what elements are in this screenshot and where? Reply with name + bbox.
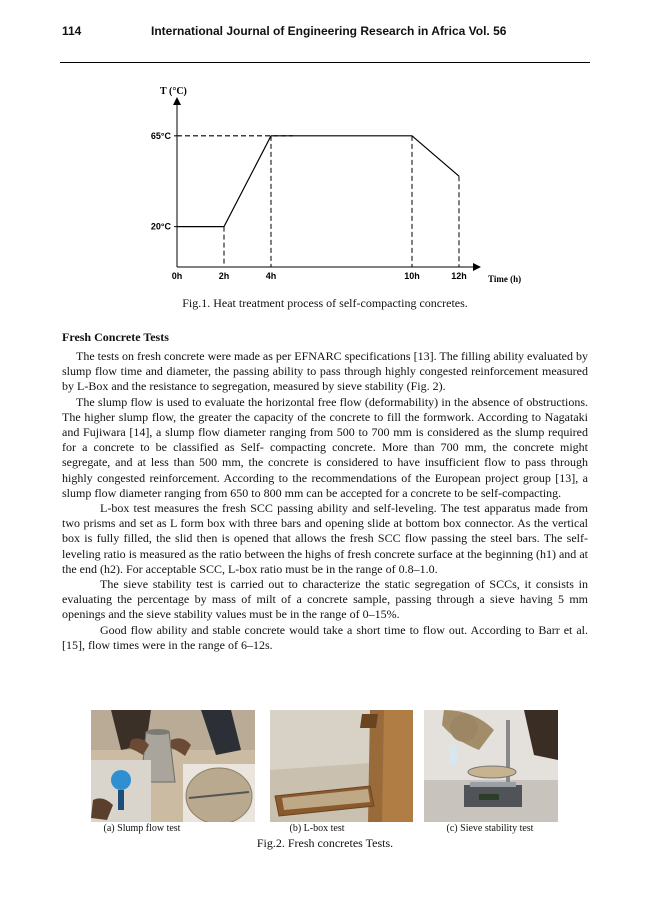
y-tick-label: 20°C [150,221,171,232]
page-number: 114 [62,24,82,38]
section-heading: Fresh Concrete Tests [62,330,169,344]
sieve-stability-photo [424,710,558,822]
heat-treatment-chart [130,78,550,290]
paragraph: The tests on fresh concrete were made as per EFNARC specifications [13]. The filling ability evaluated by slump flow time and diameter, the passing ability to pass through highly congested reinforcement measured by L-Box and the resistance to segregation, measured by sieve stability (Fig. 2). [62,349,588,394]
series-line [177,136,459,227]
y-axis-label: T (°C) [160,86,187,97]
subcaption-b: (b) L-box test [289,823,345,834]
x-tick-label: 0h [171,271,183,281]
l-box-photo [270,710,413,822]
header-rule [60,62,590,63]
subcaption-c: (c) Sieve stability test [446,823,534,834]
x-tick-label: 12h [451,271,467,281]
y-tick-label: 65°C [150,130,171,141]
body-text [62,349,588,653]
journal-title: International Journal of Engineering Research in Africa Vol. 56 [151,24,507,38]
paragraph: L-box test measures the fresh SCC passing ability and self-leveling. The test apparatus made from two prisms and set as L form box with three bars and opening slide at bottom box connector. As the vertical box is fully filled, the slid then is opened that allows the fresh SCC flow passing the steel bars. The self-leveling ratio is measured as the ratio between the highs of fresh concrete surface at the beginning (h1) and at the end (h2). For acceptable SCC, L-box ratio must be in the range of 0.8–1.0. [62,501,588,576]
paragraph: The sieve stability test is carried out to characterize the static segregation of SCCs, it consists in evaluating the percentage by mass of milt of a concrete sample, passing through a sieve having 5 mm openings and the sieve stability values must be in the range of 0–15%. [62,577,588,622]
paragraph: Good flow ability and stable concrete would take a short time to flow out. According to Barr et al. [15], flow times were in the range of 6–12s. [62,622,588,652]
x-tick-label: 4h [265,271,277,281]
paragraph: The slump flow is used to evaluate the horizontal free flow (deformability) in the absence of obstructions. The higher slump flow, the greater the capacity of the concrete to fill the formwork. According to Nagataki and Fujiwara [14], a slump flow diameter ranging from 500 to 700 mm is considered as the slump required for a concrete to be classified as Self- compacting concrete. More than 700 mm, the concrete might segregate, and at less than 500 mm, the concrete is considered to have insufficient flow to pass through highly congested reinforcement. According to the recommendations of the European project group [13], a slump flow diameter ranging from 650 to 800 mm can be accepted for a concrete to be self-compacting. [62,394,588,500]
subcaption-a: (a) Slump flow test [103,823,181,834]
x-tick-label: 2h [218,271,230,281]
slump-flow-photo [91,710,255,822]
x-axis-label: Time (h) [488,274,522,284]
figure2-caption: Fig.2. Fresh concretes Tests. [256,836,394,850]
x-tick-label: 10h [404,271,420,281]
figure1-caption: Fig.1. Heat treatment process of self-compacting concretes. [182,296,468,310]
